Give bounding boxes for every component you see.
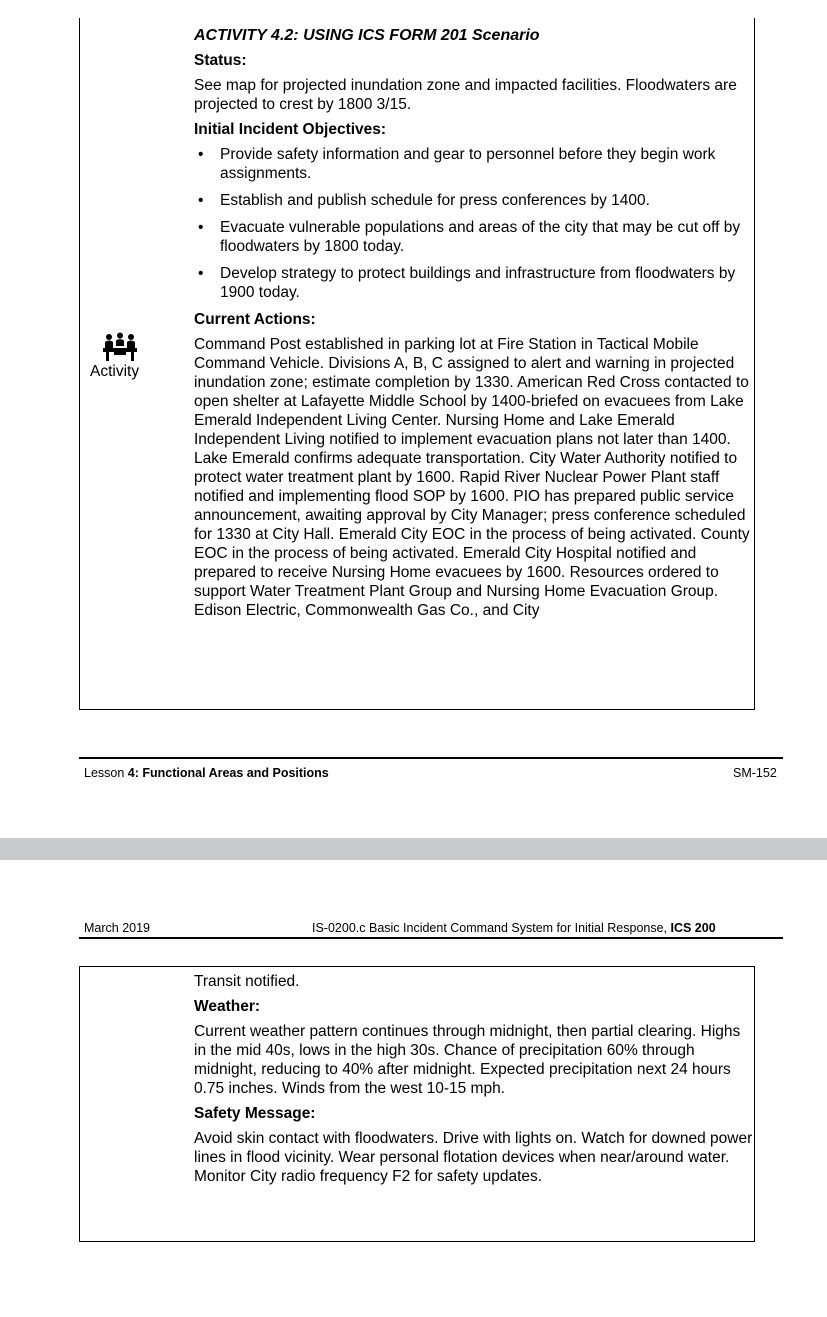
lesson-title: 4: Functional Areas and Positions [127, 766, 329, 780]
activity-box [79, 18, 755, 710]
safety-text: Avoid skin contact with floodwaters. Drive with lights on. Watch for downed power lines in flood vicinity. Wear personal flotation devices when near/around water. Monitor City radio frequency F2 for safety updates. [194, 1130, 753, 1185]
footer-lesson [84, 766, 329, 780]
meeting-table-icon [102, 332, 138, 362]
header-date: March 2019 [84, 921, 151, 935]
weather-heading: Weather: [194, 998, 261, 1015]
list-item: • Provide safety information and gear to personnel before they begin work assignments. [194, 145, 754, 183]
activity-title: ACTIVITY 4.2: USING ICS FORM 201 Scenario [194, 27, 540, 44]
status-heading: Status: [194, 52, 247, 69]
header-divider [79, 937, 783, 939]
safety-heading: Safety Message: [194, 1105, 316, 1122]
list-item: • Establish and publish schedule for press conferences by 1400. [194, 191, 754, 210]
activity-box-continued [79, 966, 755, 1242]
continued-text: Transit notified. [194, 973, 300, 990]
weather-text: Current weather pattern continues through midnight, then partial clearing. Highs in the mid 40s, lows in the high 30s. Chance of precipitation 60% through midnight, reducing to 40% after midnight. Expected precipitation next 24 hours 0.75 inches. Winds from the west 10-15 mph. [194, 1023, 741, 1097]
list-item: • Develop strategy to protect buildings and infrastructure from floodwaters by 1900 today. [194, 264, 754, 302]
page-separator [0, 838, 827, 860]
course-title: IS-0200.c Basic Incident Command System for Initial Response, [312, 921, 671, 935]
status-text: See map for projected inundation zone and impacted facilities. Floodwaters are projected to crest by 1800 3/15. [194, 77, 737, 113]
header-course [312, 921, 716, 935]
page-number: SM-152 [733, 766, 777, 780]
course-code: ICS 200 [670, 921, 716, 935]
activity-content [194, 26, 754, 626]
current-actions-text: Command Post established in parking lot at Fire Station in Tactical Mobile Command Vehicle. Divisions A, B, C assigned to alert and warning in projected inundation zone; estimate completion by 1330. American Red Cross contacted to open shelter at Lafayette Middle School by 1400-briefed on evacuees from Lake Emerald Independent Living Center. Nursing Home and Lake Emerald Independent Living notified to implement evacuation plans not later than 1400. Lake Emerald confirms adequate transportation. City Water Authority notified to protect water treatment plant by 1600. Rapid River Nuclear Power Plant staff notified and implementing flood SOP by 1600. PIO has prepared public service announcement, awaiting approval by City Manager; press conference scheduled for 1330 at City Hall. Emerald City EOC in the process of being activated. County EOC in the process of being activated. Emerald City Hospital notified and prepared to receive Nursing Home evacuees by 1600. Resources ordered to support Water Treatment Plant Group and Nursing Home Evacuation Group. Edison Electric, Commonwealth Gas Co., and City [194, 336, 750, 619]
list-item: • Evacuate vulnerable populations and areas of the city that may be cut off by floodwaters by 1800 today. [194, 218, 754, 256]
continued-content [194, 972, 754, 1192]
current-actions-heading: Current Actions: [194, 311, 316, 328]
objectives-list [194, 145, 754, 302]
activity-label: Activity [90, 363, 140, 380]
lesson-prefix: Lesson [84, 766, 128, 780]
objectives-heading: Initial Incident Objectives: [194, 121, 387, 138]
footer-divider [79, 757, 783, 759]
